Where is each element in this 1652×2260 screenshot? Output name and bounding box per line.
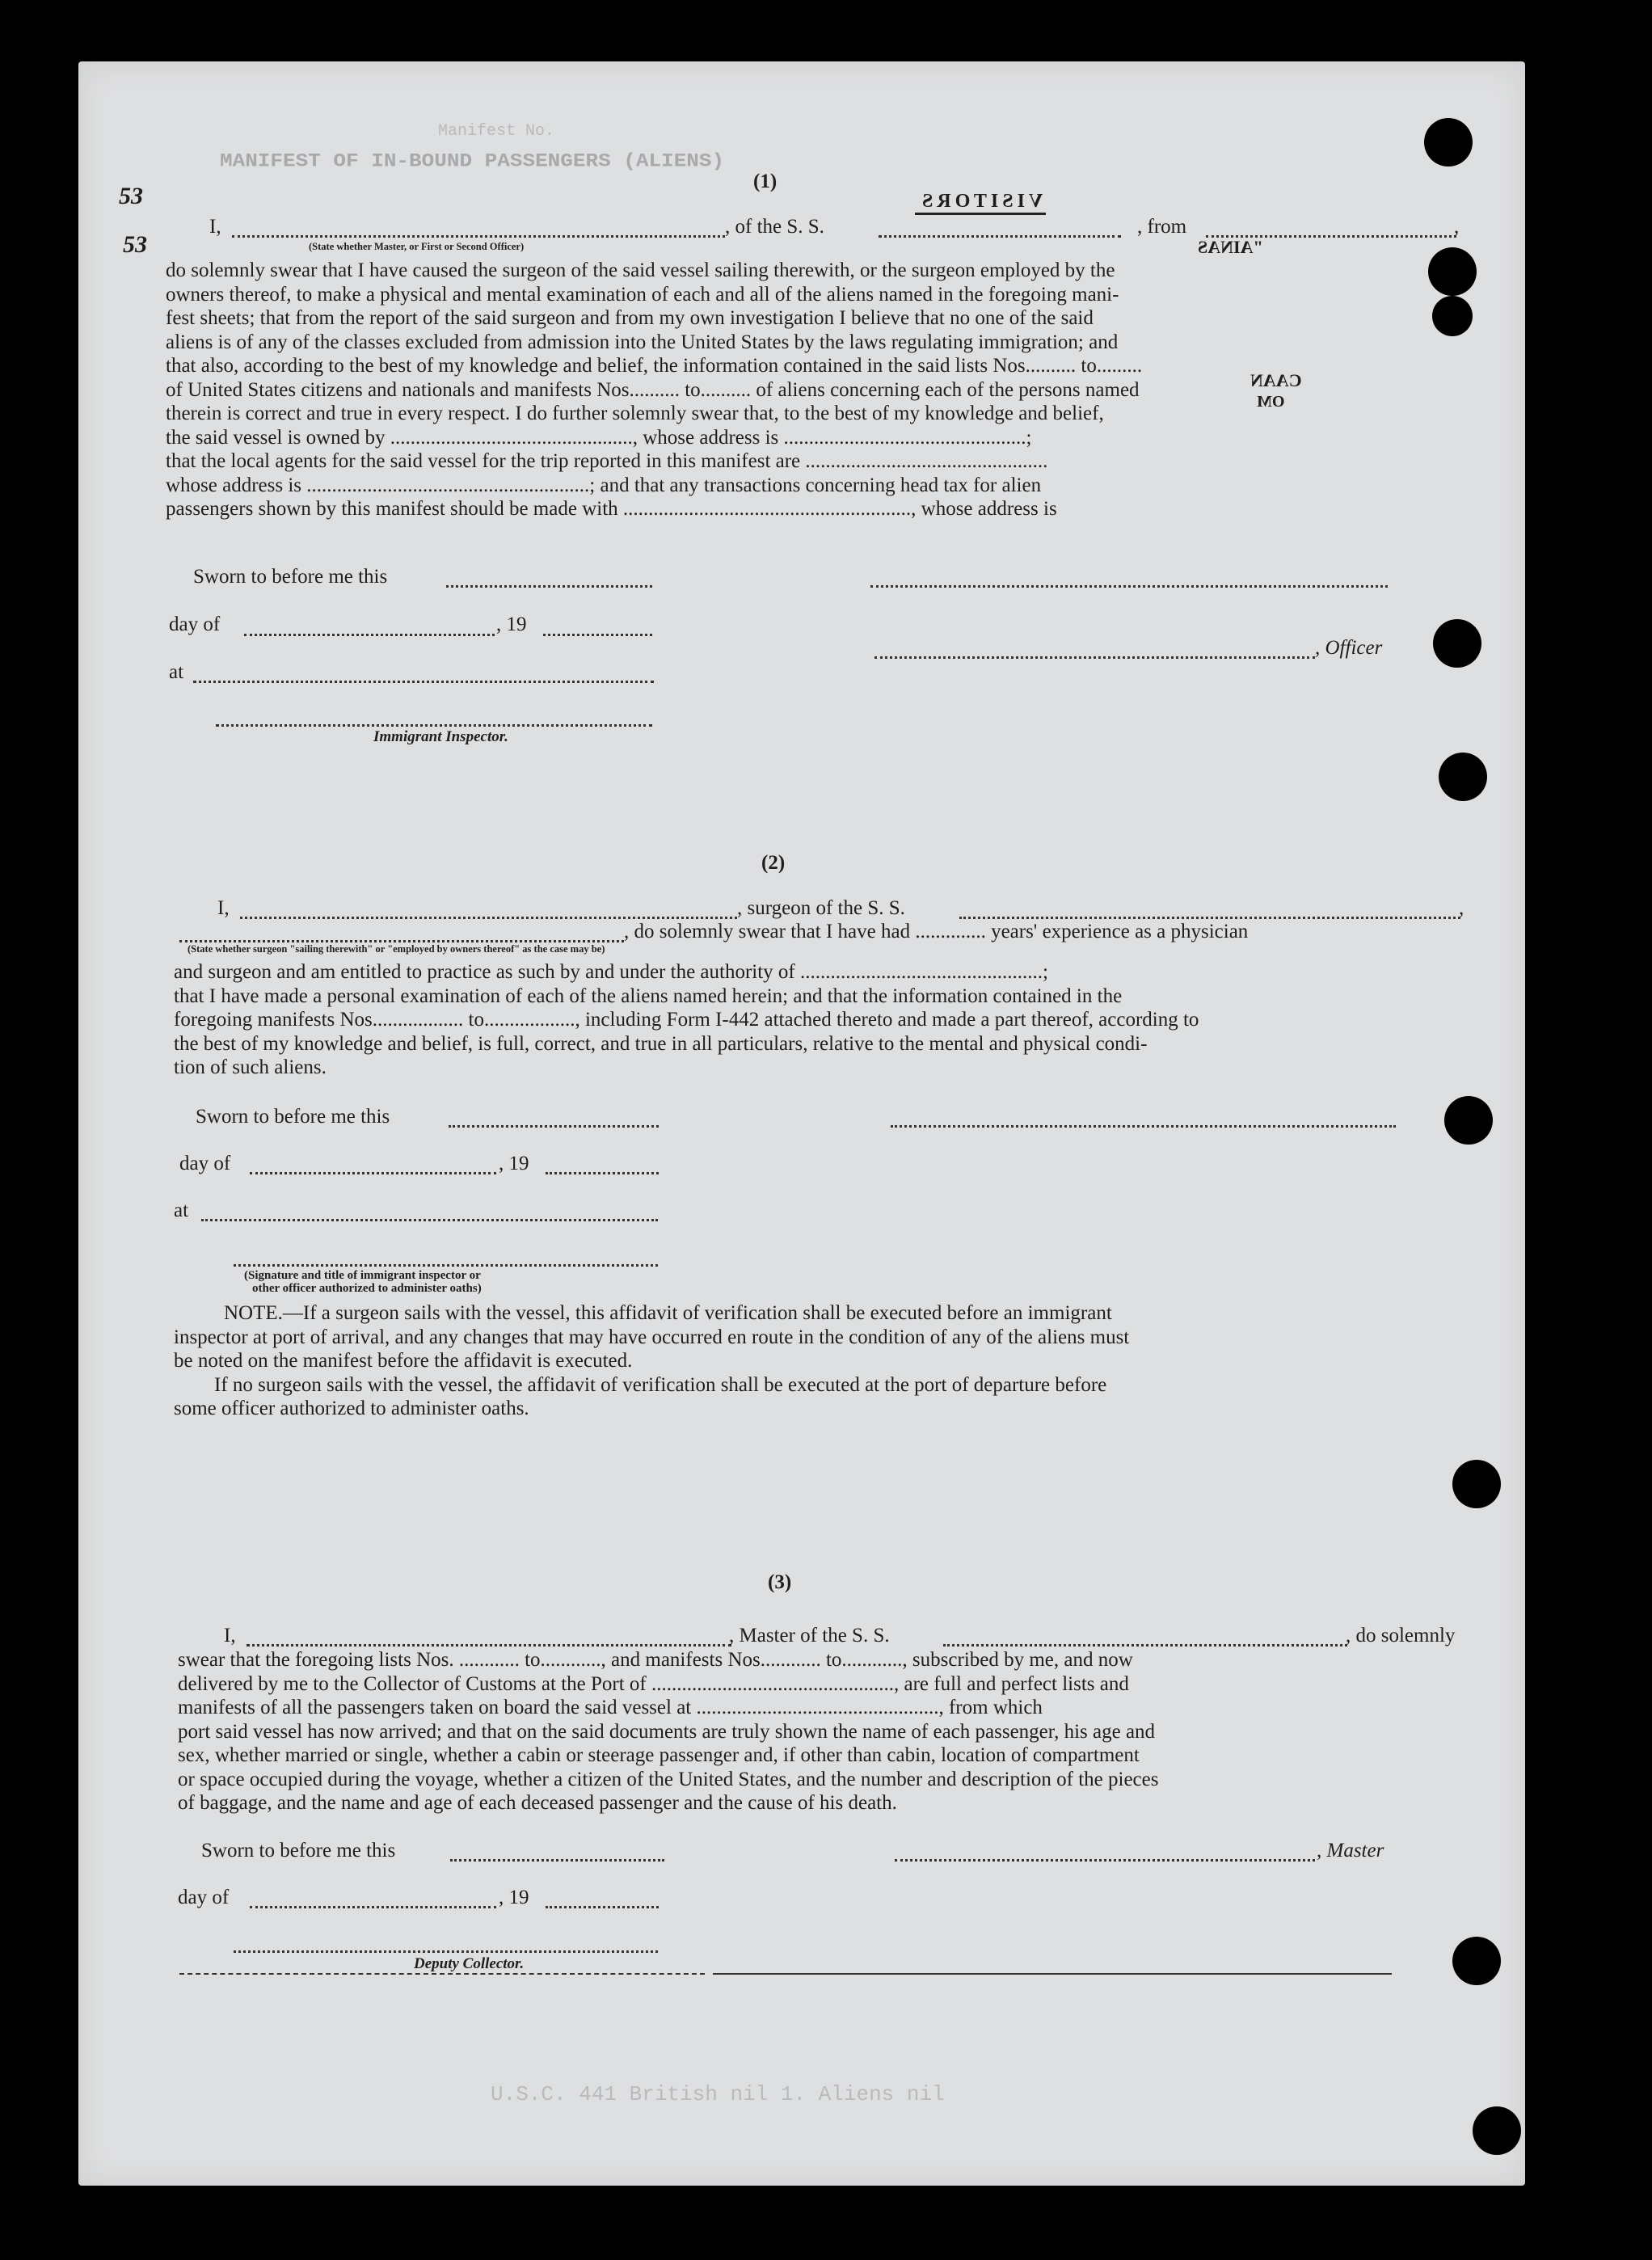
section2-surgeon-of: , surgeon of the S. S. [737, 897, 905, 919]
section2-note-text: NOTE.—If a surgeon sails with the vessel, this affidavit of verification shall be executed before an immigrant inspector at port of arrival, and any changes that may have occurred en route in the condition of any of the aliens must be noted on the manifest before the affidavit is executed. If no surgeon sails with the vessel, the affidavit of verification shall be executed at the port of departure before some officer authorized to administer oaths. [174, 1302, 1130, 1419]
day-of-label: day of [178, 1887, 230, 1908]
at-place-field[interactable] [193, 681, 654, 683]
section-number: (2) [761, 852, 786, 874]
sworn-before-label: Sworn to before me this [201, 1840, 396, 1862]
section1-note: (State whether Master, or First or Second Officer) [309, 241, 525, 252]
vessel-name-field[interactable] [943, 1644, 1347, 1647]
year-field[interactable] [543, 634, 652, 636]
sworn-date-field[interactable] [449, 1125, 659, 1128]
margin-number: 53 [119, 183, 143, 209]
day-of-field[interactable] [244, 634, 495, 636]
officer-label: , Officer [1315, 637, 1383, 659]
day-of-label: day of [179, 1153, 231, 1174]
day-of-field[interactable] [250, 1906, 496, 1908]
surgeon-status-field[interactable] [179, 940, 624, 942]
section-number: (3) [768, 1571, 792, 1593]
section3-oath-text: swear that the foregoing lists Nos. ............ to............, and manifests Nos............ to............, subscribed by me, and now delivered by me to the Collector of Customs at the Port of ................................................, are full and perfect lists and manifests of all the passengers taken on board the said vessel at ................................................, from which port said vessel has now arrived; and that on the said documents are truly shown the name of each passenger, his age and sex, whether married or single, whether a cabin or steerage passenger and, if other than cabin, location of compartment or space occupied during the voyage, whether a citizen of the United States, and the number and description of the pieces of baggage, and the name and age of each deceased passenger and the cause of his death. [178, 1649, 1159, 1814]
punch-hole [1439, 753, 1487, 801]
departure-port-field[interactable] [1206, 235, 1456, 238]
collector-label: Deputy Collector. [414, 1955, 525, 1972]
inspector-label: Immigrant Inspector. [373, 728, 508, 745]
mirrored-stamp-om: OM [1257, 393, 1285, 411]
year-field[interactable] [546, 1172, 659, 1174]
surgeon-signature-field[interactable] [891, 1125, 1396, 1128]
section2-experience: , do solemnly swear that I have had .............. years' experience as a physician [624, 921, 1249, 942]
mirrored-stamp-aina: "AINAS [1198, 237, 1263, 257]
sworn-date-field[interactable] [446, 585, 652, 588]
sworn-before-label: Sworn to before me this [196, 1106, 390, 1128]
faded-manifest-title: MANIFEST OF IN-BOUND PASSENGERS (ALIENS) [220, 150, 725, 172]
section3-solemnly: , do solemnly [1346, 1625, 1456, 1647]
section-number: (1) [753, 171, 778, 192]
punch-hole [1433, 619, 1481, 668]
signature-note: other officer authorized to administer oaths) [252, 1282, 482, 1295]
year-label: , 19 [496, 613, 527, 635]
section1-from: , from [1137, 216, 1187, 238]
punch-hole [1444, 1096, 1493, 1145]
master-label: , Master [1317, 1840, 1384, 1862]
surgeon-name-field[interactable] [240, 917, 737, 919]
at-label: at [169, 661, 184, 683]
year-label: , 19 [499, 1153, 529, 1174]
punch-hole [1452, 1937, 1501, 1985]
master-name-field[interactable] [232, 235, 725, 238]
document-page [78, 61, 1525, 2186]
section2-comma: , [1459, 897, 1464, 919]
officer-signature-field[interactable] [870, 585, 1388, 588]
section1-of-ss: , of the S. S. [725, 216, 824, 238]
year-field[interactable] [546, 1906, 659, 1908]
day-of-field[interactable] [250, 1172, 496, 1174]
section1-oath-i: I, [209, 216, 221, 238]
note-label: NOTE. [224, 1302, 283, 1324]
day-of-label: day of [169, 613, 221, 635]
section1-oath-text: do solemnly swear that I have caused the surgeon of the said vessel sailing therewith, or the surgeon employed by the owners thereof, to make a physical and mental examination of each and all of the aliens named in the foregoing mani- fest sheets; that from the report of the said surgeon and from my own investigation I believe that no one of the said aliens is of any of the classes excluded from admission into the United States by the laws regulating immigration; and that also, according to the best of my knowledge and belief, the information contained in the said lists Nos.......... to......... of United States citizens and nationals and manifests Nos.......... to.......... of aliens concerning each of the persons named therein is correct and true in every respect. I do further solemnly swear that, to the best of my knowledge and belief, the said vessel is owned by ................................................, whose address is ................................................; that the local agents for the said vessel for the trip reported in this manifest are ................................................ whose address is ........................................................; and that any transactions concerning head tax for alien passengers shown by this manifest should be made with ........................................................., whose address is [166, 259, 1143, 520]
year-label: , 19 [499, 1887, 529, 1908]
section2-note: (State whether surgeon "sailing therewith" or "employed by owners thereof" as the case may be) [188, 943, 605, 955]
signature-note: (Signature and title of immigrant inspector or [244, 1269, 481, 1282]
bottom-divider [713, 1973, 1392, 1975]
sworn-before-label: Sworn to before me this [193, 566, 388, 588]
at-place-field[interactable] [201, 1219, 658, 1221]
at-label: at [174, 1200, 189, 1221]
faded-manifest-number: Manifest No. [438, 122, 555, 141]
officer-signature-field[interactable] [234, 1264, 658, 1267]
punch-hole [1424, 118, 1473, 167]
surgeon-vessel-field[interactable] [959, 917, 1460, 919]
master-signature-field[interactable] [895, 1859, 1315, 1862]
bottom-divider [179, 1973, 705, 1975]
section3-oath-i: I, [224, 1625, 236, 1647]
punch-hole [1473, 2106, 1521, 2155]
mirrored-stamp-caan: CAAN [1250, 370, 1302, 390]
section1-comma: , [1454, 216, 1460, 238]
master-name-field[interactable] [247, 1644, 731, 1647]
collector-signature-field[interactable] [234, 1950, 658, 1953]
vessel-name-field[interactable] [879, 235, 1121, 238]
visitors-stamp: VISITORS [915, 191, 1046, 215]
sworn-date-field[interactable] [450, 1859, 664, 1862]
section2-oath-text: and surgeon and am entitled to practice as such by and under the authority of ................................................; that I have made a personal examination of each of the aliens named herein; and that the information contained in the foregoing manifests Nos.................. to.................., including Form I-442 attached thereto and made a part thereof, according to the best of my knowledge and belief, is full, correct, and true in all particulars, relative to the mental and physical condi- tion of such aliens. [174, 961, 1199, 1078]
section3-master-of: , Master of the S. S. [729, 1625, 890, 1647]
punch-hole [1452, 1460, 1501, 1508]
margin-number: 53 [123, 231, 147, 258]
inspector-signature-field[interactable] [216, 724, 652, 727]
faded-footer-text: U.S.C. 441 British nil 1. Aliens nil [491, 2082, 945, 2106]
officer-title-field[interactable] [874, 656, 1315, 659]
section2-oath-i: I, [217, 897, 230, 919]
